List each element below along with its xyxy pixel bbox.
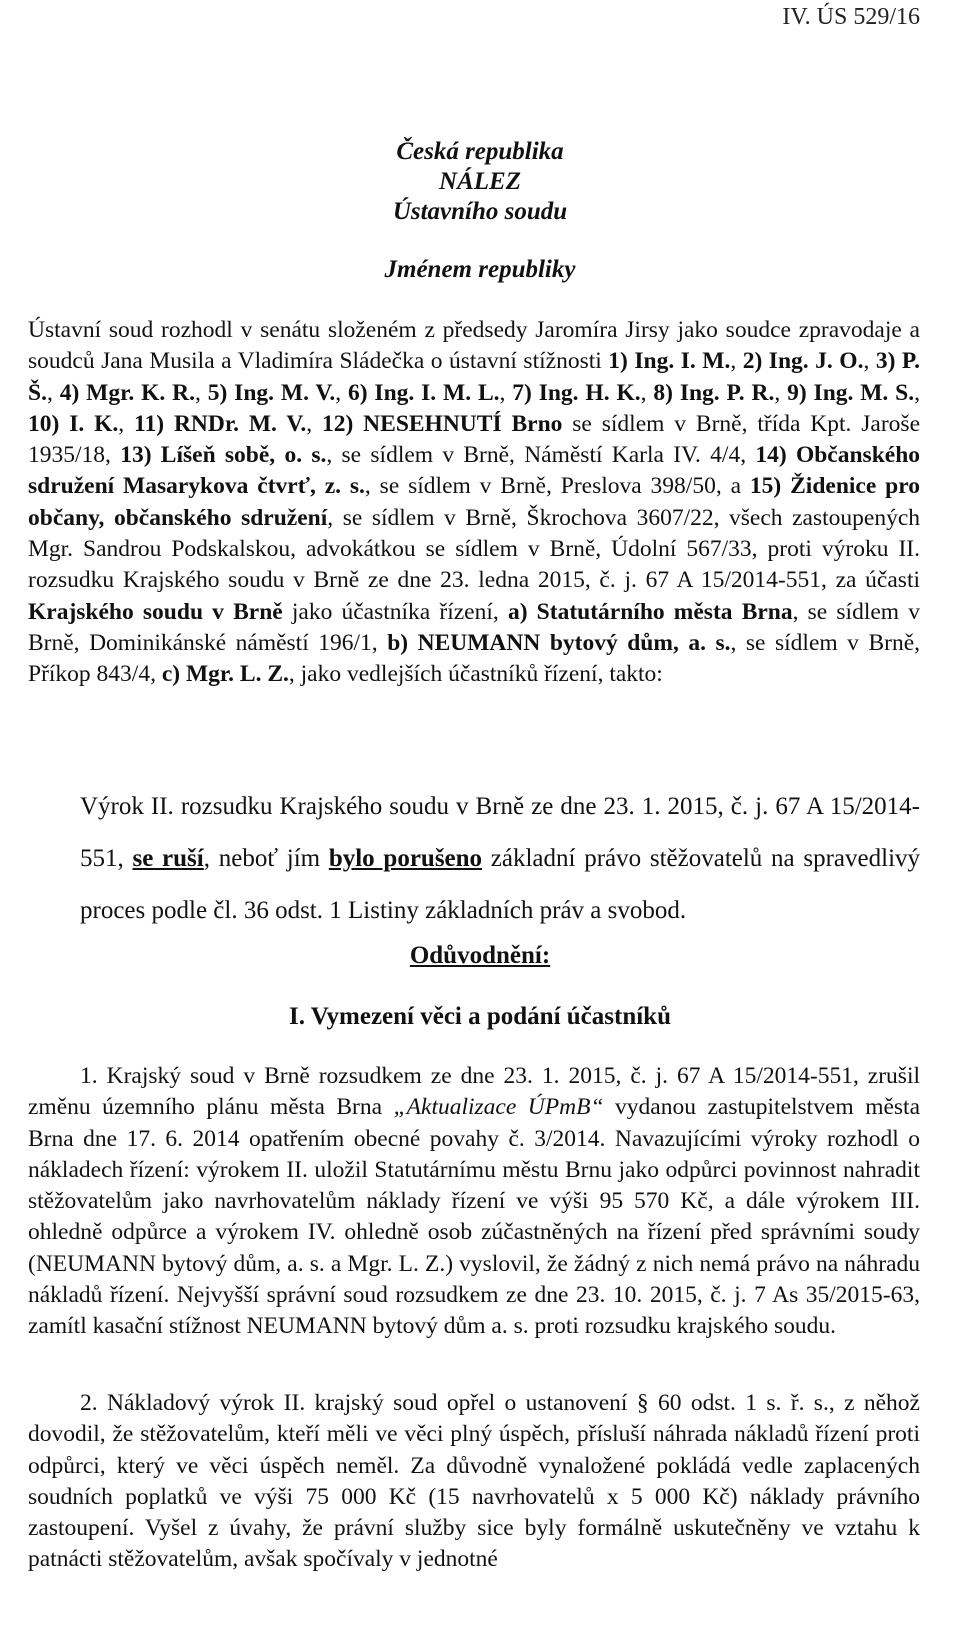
party-10: 10) I. K. bbox=[28, 410, 119, 437]
verdict-violated: bylo porušeno bbox=[328, 845, 483, 872]
verdict-paragraph bbox=[28, 781, 920, 937]
title-nalez: NÁLEZ bbox=[439, 168, 521, 195]
party-6: 6) Ing. I. M. L. bbox=[347, 379, 500, 406]
intro-text: jako účastníka řízení, bbox=[282, 598, 508, 625]
reasoning-paragraph-1 bbox=[28, 1061, 920, 1343]
title-court: Ústavního soudu bbox=[392, 198, 568, 225]
verdict-text: základní právo stěžovatelů na spravedlivý proces podle čl. 36 odst. 1 Listiny základních práv a svobod. bbox=[80, 845, 921, 924]
intro-text: , bbox=[914, 379, 921, 406]
side-party-b: b) NEUMANN bytový dům, a. s. bbox=[387, 629, 731, 656]
party-3: 3) P. Š. bbox=[28, 348, 921, 406]
party-9: 9) Ing. M. S. bbox=[787, 379, 915, 406]
paragraph-text: 1. Krajský soud v Brně rozsudkem ze dne 23. 1. 2015, č. j. 67 A 15/2014-551, zrušil změnu územního plánu města Brna bbox=[28, 1063, 920, 1121]
title-country: Česká republika bbox=[396, 138, 564, 165]
party-15: 15) Židenice pro občany, občanského sdružení bbox=[28, 473, 920, 531]
party-4: 4) Mgr. K. R. bbox=[59, 379, 195, 406]
section-heading: I. Vymezení věci a podání účastníků bbox=[288, 1003, 671, 1030]
intro-text: , bbox=[774, 379, 788, 406]
reasoning-paragraph-2: 2. Nákladový výrok II. krajský soud opřel o ustanovení § 60 odst. 1 s. ř. s., z něhož dovodil, že stěžovatelům, kteří měli ve věci plný úspěch, přísluší náhrada nákladů řízení proti odpůrci, který ve věci úspěch neměl. Za důvodně vynaložené pokládá vedle zaplacených soudních poplatků ve výši 75 000 Kč (15 navrhovatelů x 5 000 Kč) náklady právního zastoupení. Vyšel z úvahy, že právní služby sice byly formálně uskutečněny ve vztahu k patnácti stěžovatelům, avšak spočívaly v jednotné bbox=[28, 1390, 920, 1573]
reasoning-heading: Odůvodnění: bbox=[409, 942, 551, 969]
intro-text: Ústavní soud rozhodl v senátu složeném z předsedy Jaromíra Jirsy jako soudce zpravodaje a soudců Jana Musila a Vladimíra Sládečka o ústavní stížnosti bbox=[28, 317, 920, 375]
plan-name: „Aktualizace ÚPmB“ bbox=[393, 1094, 604, 1121]
intro-text: , se sídlem v Brně, Příkop 843/4, bbox=[28, 629, 920, 688]
title-in-name: Jménem republiky bbox=[384, 256, 576, 283]
intro-text: , bbox=[306, 410, 322, 437]
intro-text: , bbox=[194, 379, 208, 406]
intro-text: , se sídlem v Brně, Preslova 398/50, a bbox=[364, 473, 750, 500]
verdict-text: Výrok II. rozsudku Krajského soudu v Brně ze dne 23. 1. 2015, č. j. 67 A 15/2014-551, bbox=[80, 793, 920, 872]
verdict-text: , neboť jím bbox=[203, 845, 329, 872]
party-1: 1) Ing. I. M. bbox=[608, 348, 731, 375]
intro-text: , se sídlem v Brně, Škrochova 3607/22, všech zastoupených Mgr. Sandrou Podskalskou, advokátkou se sídlem v Brně, Údolní 567/33, proti výroku II. rozsudku Krajského soudu v Brně ze dne 23. ledna 2015, č. j. 67 A 15/2014-551, za účasti bbox=[28, 504, 921, 594]
intro-paragraph bbox=[28, 315, 920, 691]
intro-text: , bbox=[499, 379, 513, 406]
intro-text: , bbox=[118, 410, 135, 437]
intro-text: se sídlem v Brně, třída Kpt. Jaroše 1935/18, bbox=[28, 410, 921, 469]
intro-text: , bbox=[46, 379, 60, 406]
party-8: 8) Ing. P. R. bbox=[653, 379, 775, 406]
verdict-annulled: se ruší bbox=[132, 845, 204, 872]
party-2: 2) Ing. J. O. bbox=[742, 348, 864, 375]
intro-text: , bbox=[863, 348, 876, 375]
intro-text: , se sídlem v Brně, Náměstí Karla IV. 4/4, bbox=[326, 442, 756, 469]
intro-text: , bbox=[640, 379, 654, 406]
intro-text: , se sídlem v Brně, Dominikánské náměstí 196/1, bbox=[28, 598, 920, 656]
case-number: IV. ÚS 529/16 bbox=[782, 4, 920, 30]
side-party-a: a) Statutárního města Brna bbox=[507, 598, 793, 625]
party-11: 11) RNDr. M. V. bbox=[134, 410, 307, 437]
court-party: Krajského soudu v Brně bbox=[28, 598, 283, 625]
party-13: 13) Líšeň sobě, o. s. bbox=[120, 442, 327, 469]
party-7: 7) Ing. H. K. bbox=[512, 379, 641, 406]
party-5: 5) Ing. M. V. bbox=[207, 379, 336, 406]
paragraph-text: vydanou zastupitelstvem města Brna dne 17. 6. 2014 opatřením obecné povahy č. 3/2014. Navazujícími výroky rozhodl o nákladech řízení: výrokem II. uložil Statutárnímu městu Brnu jako odpůrci povinnost nahradit stěžovatelům jako navrhovatelům náklady řízení ve výši 95 570 Kč, a dále výrokem III. ohledně odpůrce a výrokem IV. ohledně osob zúčastněných na řízení před správními soudy (NEUMANN bytový dům, a. s. a Mgr. L. Z.) vyslovil, že žádný z nich nemá právo na náhradu nákladů řízení. Nejvyšší správní soud rozsudkem ze dne 23. 10. 2015, č. j. 7 As 35/2015-63, zamítl kasační stížnost NEUMANN bytový dům a. s. proti rozsudku krajského soudu. bbox=[28, 1094, 921, 1340]
side-party-c: c) Mgr. L. Z. bbox=[161, 661, 289, 688]
party-14: 14) Občanského sdružení Masarykova čtvrť, z. s. bbox=[28, 442, 921, 500]
intro-text: , bbox=[730, 348, 743, 375]
intro-text: , bbox=[335, 379, 348, 406]
intro-text: , jako vedlejších účastníků řízení, takto: bbox=[288, 661, 663, 688]
party-12: 12) NESEHNUTÍ Brno bbox=[321, 410, 563, 437]
